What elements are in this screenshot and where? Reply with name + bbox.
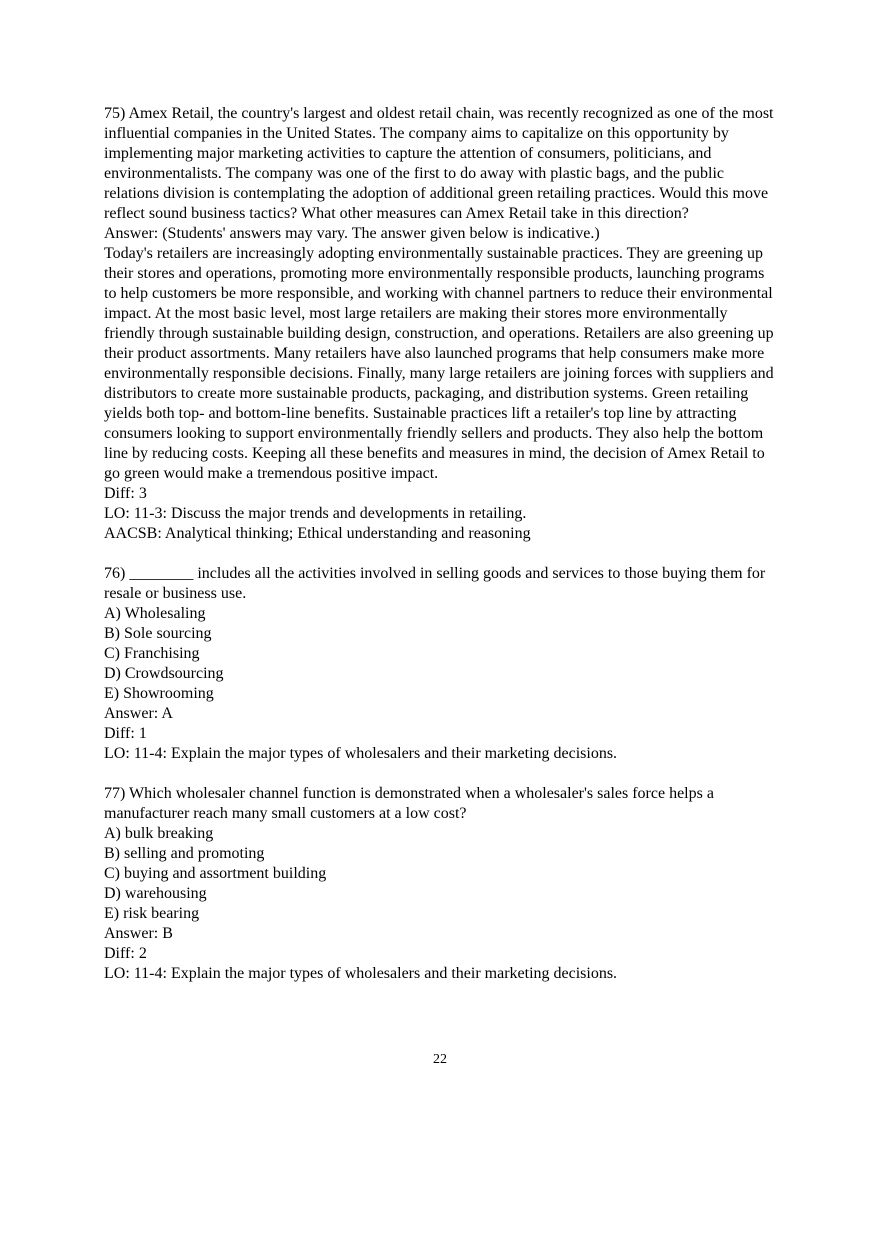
question-stem: Which wholesaler channel function is demonstrated when a wholesaler's sales force helps a manufacturer reach many small customers at a low cost? — [104, 785, 714, 822]
option-a: A) bulk breaking — [104, 825, 214, 842]
difficulty-line: Diff: 2 — [104, 945, 147, 962]
answer-explanation: Today's retailers are increasingly adopting environmentally sustainable practices. They are greening up their stores and operations, promoting more environmentally responsible products, launching programs to help customers be more responsible, and working with channel partners to reduce their environmental impact. At the most basic level, most large retailers are making their stores more environmentally friendly through sustainable building design, construction, and operations. Retailers are also greening up their product assortments. Many retailers have also launched programs that help consumers make more environmentally responsible decisions. Finally, many large retailers are joining forces with suppliers and distributors to create more sustainable products, packaging, and distribution systems. Green retailing yields both top- and bottom-line benefits. Sustainable practices lift a retailer's top line by attracting consumers looking to support environmentally friendly sellers and products. They also help the bottom line by reducing costs. Keeping all these benefits and measures in mind, the decision of Amex Retail to go green would make a tremendous positive impact. — [104, 245, 774, 482]
answer-options — [104, 824, 780, 924]
option-b: B) selling and promoting — [104, 845, 265, 862]
page-number: 22 — [433, 1052, 447, 1067]
question-number: 76) — [104, 565, 126, 582]
option-d: D) Crowdsourcing — [104, 665, 224, 682]
difficulty-line: Diff: 1 — [104, 725, 147, 742]
question-75 — [104, 104, 780, 544]
question-stem: Amex Retail, the country's largest and oldest retail chain, was recently recognized as one of the most influential companies in the United States. The company aims to capitalize on this opportunity by implementing major marketing activities to capture the attention of consumers, politicians, and environmentalists. The company was one of the first to do away with plastic bags, and the public relations division is contemplating the adoption of additional green retailing practices. Would this move reflect sound business tactics? What other measures can Amex Retail take in this direction? — [104, 105, 774, 222]
question-75-text — [104, 104, 780, 224]
answer-options — [104, 604, 780, 704]
option-e: E) risk bearing — [104, 905, 200, 922]
question-77-text — [104, 784, 780, 824]
learning-objective-line: LO: 11-4: Explain the major types of wholesalers and their marketing decisions. — [104, 965, 618, 982]
option-d: D) warehousing — [104, 885, 207, 902]
learning-objective-line: LO: 11-3: Discuss the major trends and developments in retailing. — [104, 505, 527, 522]
answer-line: Answer: B — [104, 925, 173, 942]
question-stem: ________ includes all the activities involved in selling goods and services to those buying them for resale or business use. — [104, 565, 766, 602]
question-number: 75) — [104, 105, 126, 122]
option-e: E) Showrooming — [104, 685, 214, 702]
difficulty-line: Diff: 3 — [104, 485, 147, 502]
option-b: B) Sole sourcing — [104, 625, 212, 642]
question-number: 77) — [104, 785, 126, 802]
aacsb-line: AACSB: Analytical thinking; Ethical understanding and reasoning — [104, 525, 531, 542]
learning-objective-line: LO: 11-4: Explain the major types of wholesalers and their marketing decisions. — [104, 745, 618, 762]
option-a: A) Wholesaling — [104, 605, 206, 622]
answer-line: Answer: A — [104, 705, 173, 722]
option-c: C) buying and assortment building — [104, 865, 327, 882]
question-76 — [104, 564, 780, 764]
document-page — [104, 104, 780, 984]
question-76-text — [104, 564, 780, 604]
question-77 — [104, 784, 780, 984]
answer-line: Answer: (Students' answers may vary. The answer given below is indicative.) — [104, 225, 600, 242]
option-c: C) Franchising — [104, 645, 200, 662]
